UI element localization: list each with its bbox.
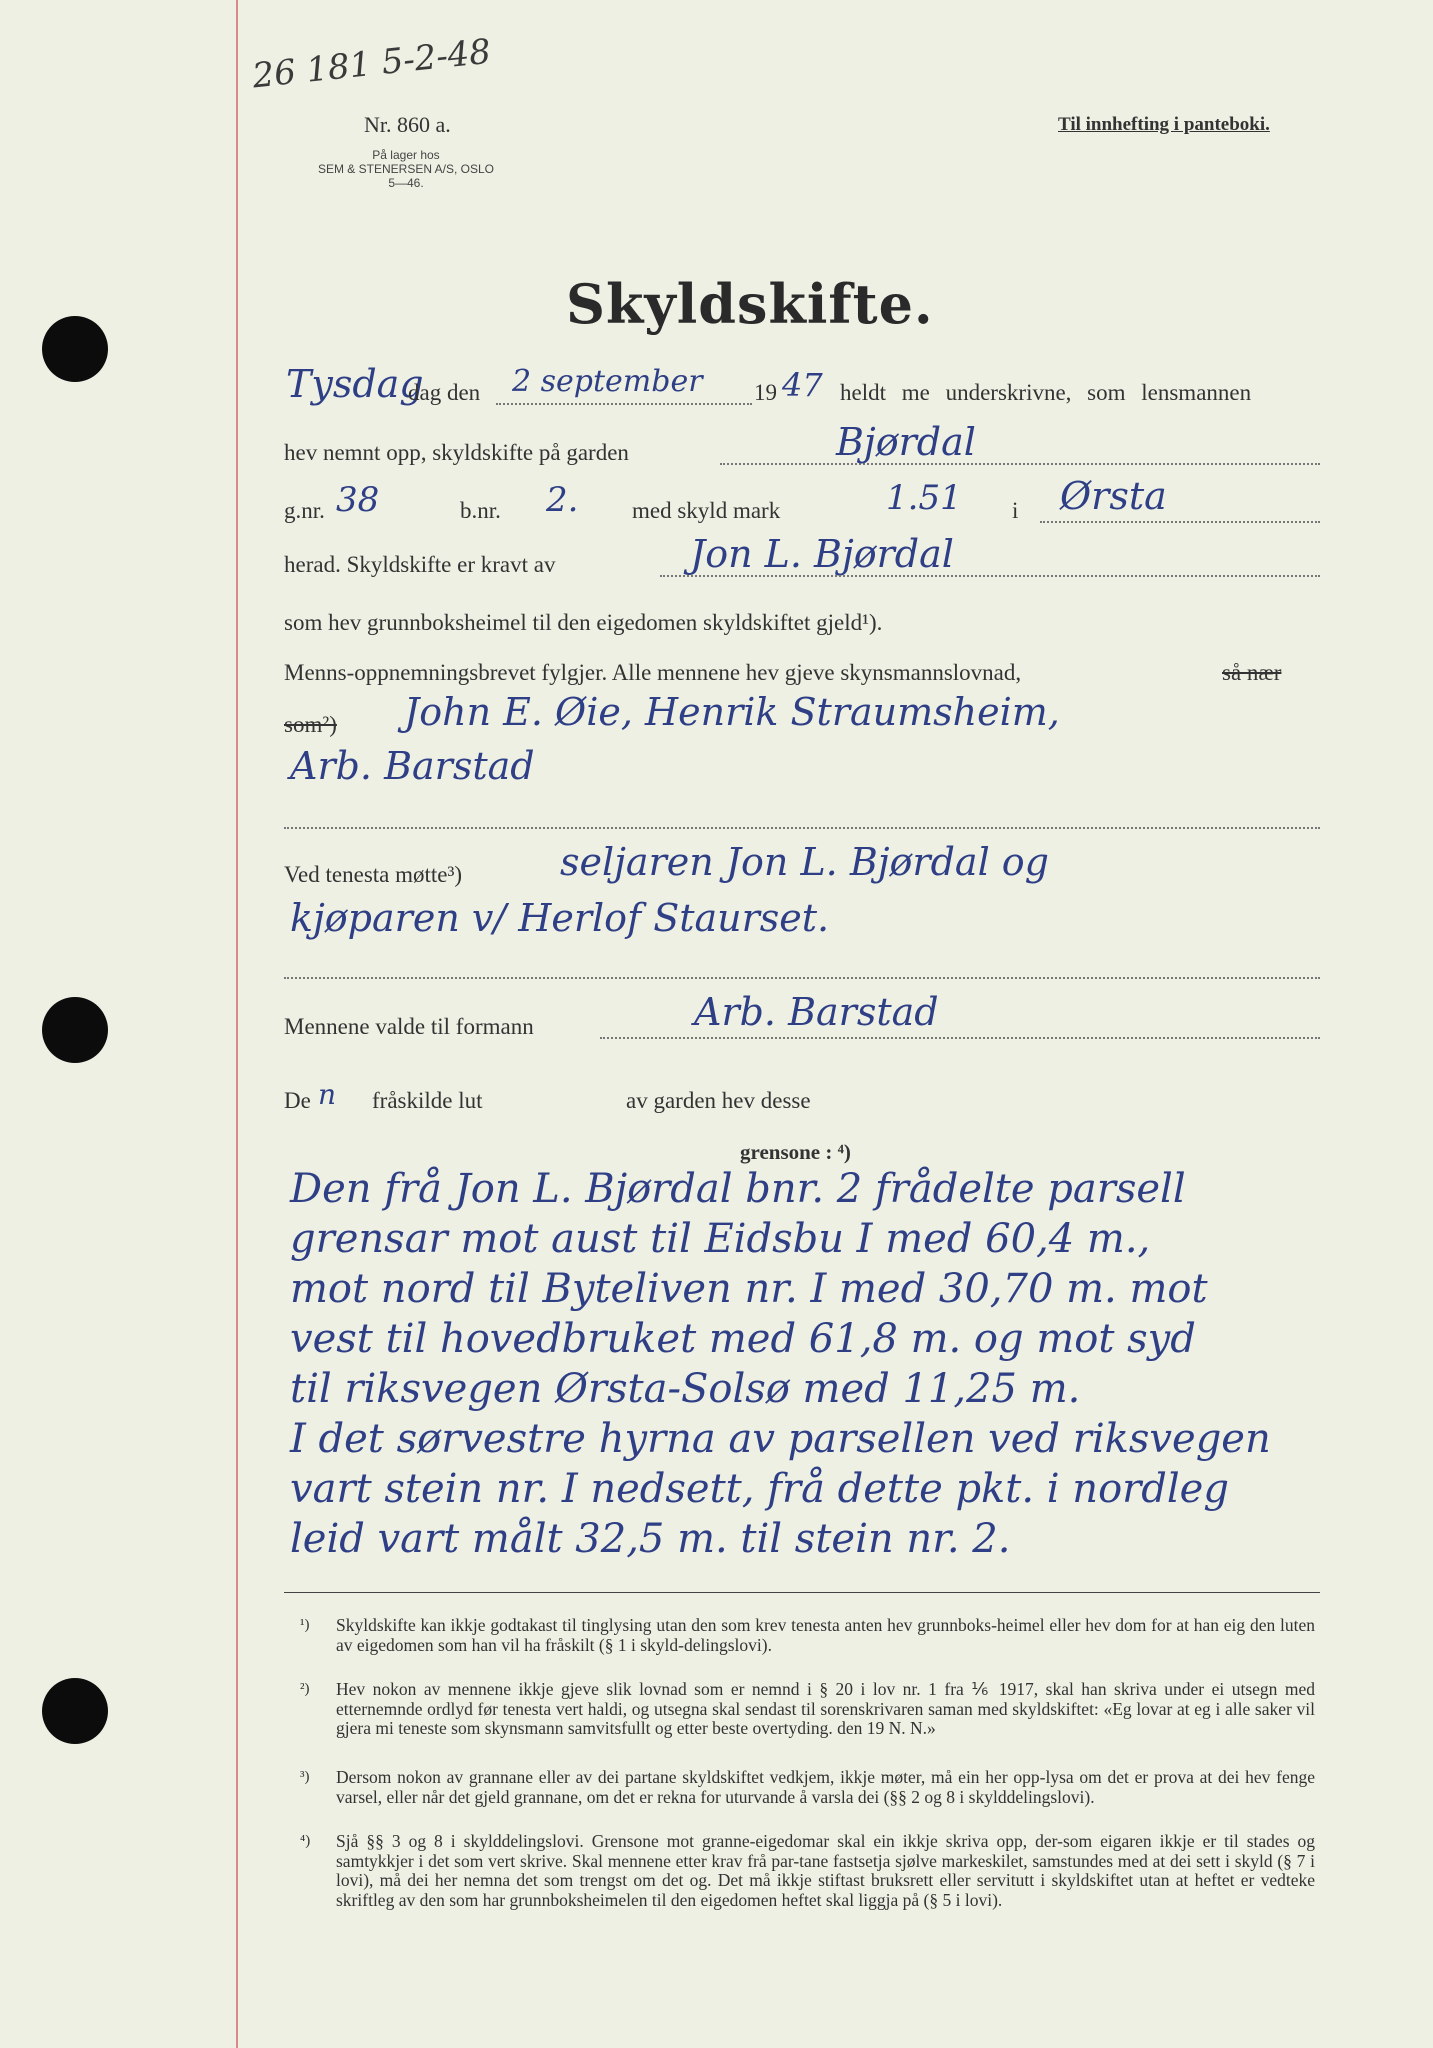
form-number: Nr. 860 a. [364, 112, 451, 137]
label-menns-oppnemning: Menns-oppnemningsbrevet fylgjer. Alle mennene hev gjeve skynsmannslovnad, [284, 660, 1022, 685]
punch-hole [42, 997, 108, 1063]
label-fraskilde-lut: fråskilde lut [372, 1088, 483, 1113]
footnote-number: ¹) [300, 1617, 310, 1633]
footnote-number: ⁴) [300, 1833, 311, 1849]
body-line: I det sørvestre hyrna av parsellen ved riksvegen [290, 1416, 1271, 1462]
body-line: grensar mot aust til Eidsbu I med 60,4 m., [290, 1216, 1151, 1262]
header-note: Til innhefting i panteboki. [1058, 114, 1270, 135]
footnote-text: Skyldskifte kan ikkje godtakast til tinglysing utan den som krev tenesta anten hev grunnboks-heimel eller hev dom for at han eig den luten av eigedomen som han vil ha fråskilt (§ 1 i skyld-delingslovi). [336, 1615, 1315, 1655]
publisher-line: På lager hos [372, 148, 440, 162]
footnote-text: Dersom nokon av grannane eller av dei partane skyldskiftet vedkjem, ikkje møter, må ein her opp-lysa om det er prova at dei hev fenge varsel, eller når det gjeld grannane, om det er rekna for uturvande å varsla dei (§§ 2 og 8 i skylddelingslovi). [336, 1767, 1315, 1807]
margin-line [236, 0, 238, 2048]
dotted-line [496, 403, 752, 405]
struck-text: så nær [1222, 660, 1282, 685]
footnote-number: ³) [300, 1769, 310, 1785]
gnr-value: 38 [336, 480, 380, 520]
footnote-text: Hev nokon av mennene ikkje gjeve slik lovnad som er nemnd i § 20 i lov nr. 1 fra ⅙ 1917, skal han skriva under ei utsegn med etternemnde ordlyd før tenesta vert haldi, og utsegna skal sendast til sorenskrivaren saman med skyldskiftet: «Eg lovar at eg i alle saker vil gjera mi teneste som skynsmann samvitsfullt og etter beste overtyding. den 19 N. N.» [336, 1679, 1315, 1738]
footnote-1 [300, 1616, 1315, 1655]
label-av-garden: av garden hev desse [626, 1088, 811, 1113]
i-label: i [1012, 498, 1019, 523]
value-n: n [318, 1078, 337, 1111]
publisher-line: 5—46. [388, 176, 424, 190]
kravt-av-value: Jon L. Bjørdal [690, 532, 954, 576]
year-value: 47 [782, 366, 823, 404]
label-dag-den: dag den [408, 380, 481, 405]
footnote-number: ²) [300, 1681, 310, 1697]
bnr-value: 2. [546, 480, 579, 520]
label-heldt: heldt me underskrivne, som lensmannen [840, 380, 1252, 405]
gnr-label: g.nr. [284, 498, 325, 523]
dotted-line [720, 463, 1320, 465]
label-formann: Mennene valde til formann [284, 1014, 534, 1039]
dotted-line [284, 977, 1320, 979]
bnr-label: b.nr. [460, 498, 501, 523]
body-line: Den frå Jon L. Bjørdal bnr. 2 frådelte parsell [290, 1166, 1186, 1212]
skyld-value: 1.51 [886, 478, 962, 518]
label-grunnboksheimel: som hev grunnboksheimel til den eigedomen skyldskiftet gjeld¹). [284, 610, 883, 635]
dotted-line [600, 1037, 1320, 1039]
struck-label-som: som²) [284, 712, 337, 737]
handwritten-reference: 26 181 5-2-48 [250, 31, 493, 97]
footnote-4 [300, 1832, 1315, 1910]
formann-value: Arb. Barstad [694, 990, 939, 1034]
label-kravt-av: herad. Skyldskifte er kravt av [284, 552, 556, 577]
publisher-info [296, 148, 516, 190]
dotted-line [660, 575, 1320, 577]
label-garden: hev nemnt opp, skyldskifte på garden [284, 440, 629, 465]
body-line: vest til hovedbruket med 61,8 m. og mot syd [290, 1316, 1196, 1362]
document-title: Skyldskifte. [566, 272, 934, 336]
dotted-line [284, 827, 1320, 829]
publisher-line: SEM & STENERSEN A/S, OSLO [317, 162, 495, 176]
day-value: Tysdag [286, 362, 424, 406]
body-line: mot nord til Byteliven nr. I med 30,70 m. mot [290, 1266, 1208, 1312]
mote-value-2: kjøparen v/ Herlof Staurset. [290, 896, 830, 940]
punch-hole [42, 1678, 108, 1744]
mote-value: seljaren Jon L. Bjørdal og [560, 840, 1050, 884]
label-grensone: grensone : ⁴) [740, 1140, 851, 1164]
footnote-separator [284, 1592, 1320, 1593]
body-line: leid vart målt 32,5 m. til stein nr. 2. [290, 1516, 1011, 1562]
skynsmann-value-2: Arb. Barstad [290, 744, 535, 788]
footnote-text: Sjå §§ 3 og 8 i skylddelingslovi. Grensone mot granne-eigedomar skal ein ikkje skriva opp, der-som eigaren ikkje er til stades og samtykkjer i det som vert skrive. Skal mennene etter krav frå par-tane fastsetja sjølve markeskilet, samstundes med at dei sett i skyld (§ 7 i lovi), må dei her nemna det som trengst om det og. Det må ikkje stiftast bruksrett eller servitutt i skyldskiftet utan at heftet er vedteke skriftleg av den som har grunnboksheimelen til den eigedomen heftet skal liggja på (§ 5 i lovi). [336, 1831, 1315, 1910]
herad-value: Ørsta [1060, 474, 1167, 518]
label-ved-tenesta: Ved tenesta møtte³) [284, 862, 463, 887]
footnote-2 [300, 1680, 1315, 1739]
body-line: vart stein nr. I nedsett, frå dette pkt. i nordleg [290, 1466, 1229, 1512]
dotted-line [1040, 521, 1320, 523]
body-line: til riksvegen Ørsta-Solsø med 11,25 m. [290, 1366, 1081, 1412]
label-de: De [284, 1088, 311, 1113]
punch-hole [42, 316, 108, 382]
year-prefix: 19 [754, 380, 777, 405]
skynsmenn-value: John E. Øie, Henrik Straumsheim, [404, 690, 1060, 734]
skyld-label: med skyld mark [632, 498, 781, 523]
farm-value: Bjørdal [836, 420, 976, 464]
date-value: 2 september [512, 364, 703, 399]
footnote-3 [300, 1768, 1315, 1807]
